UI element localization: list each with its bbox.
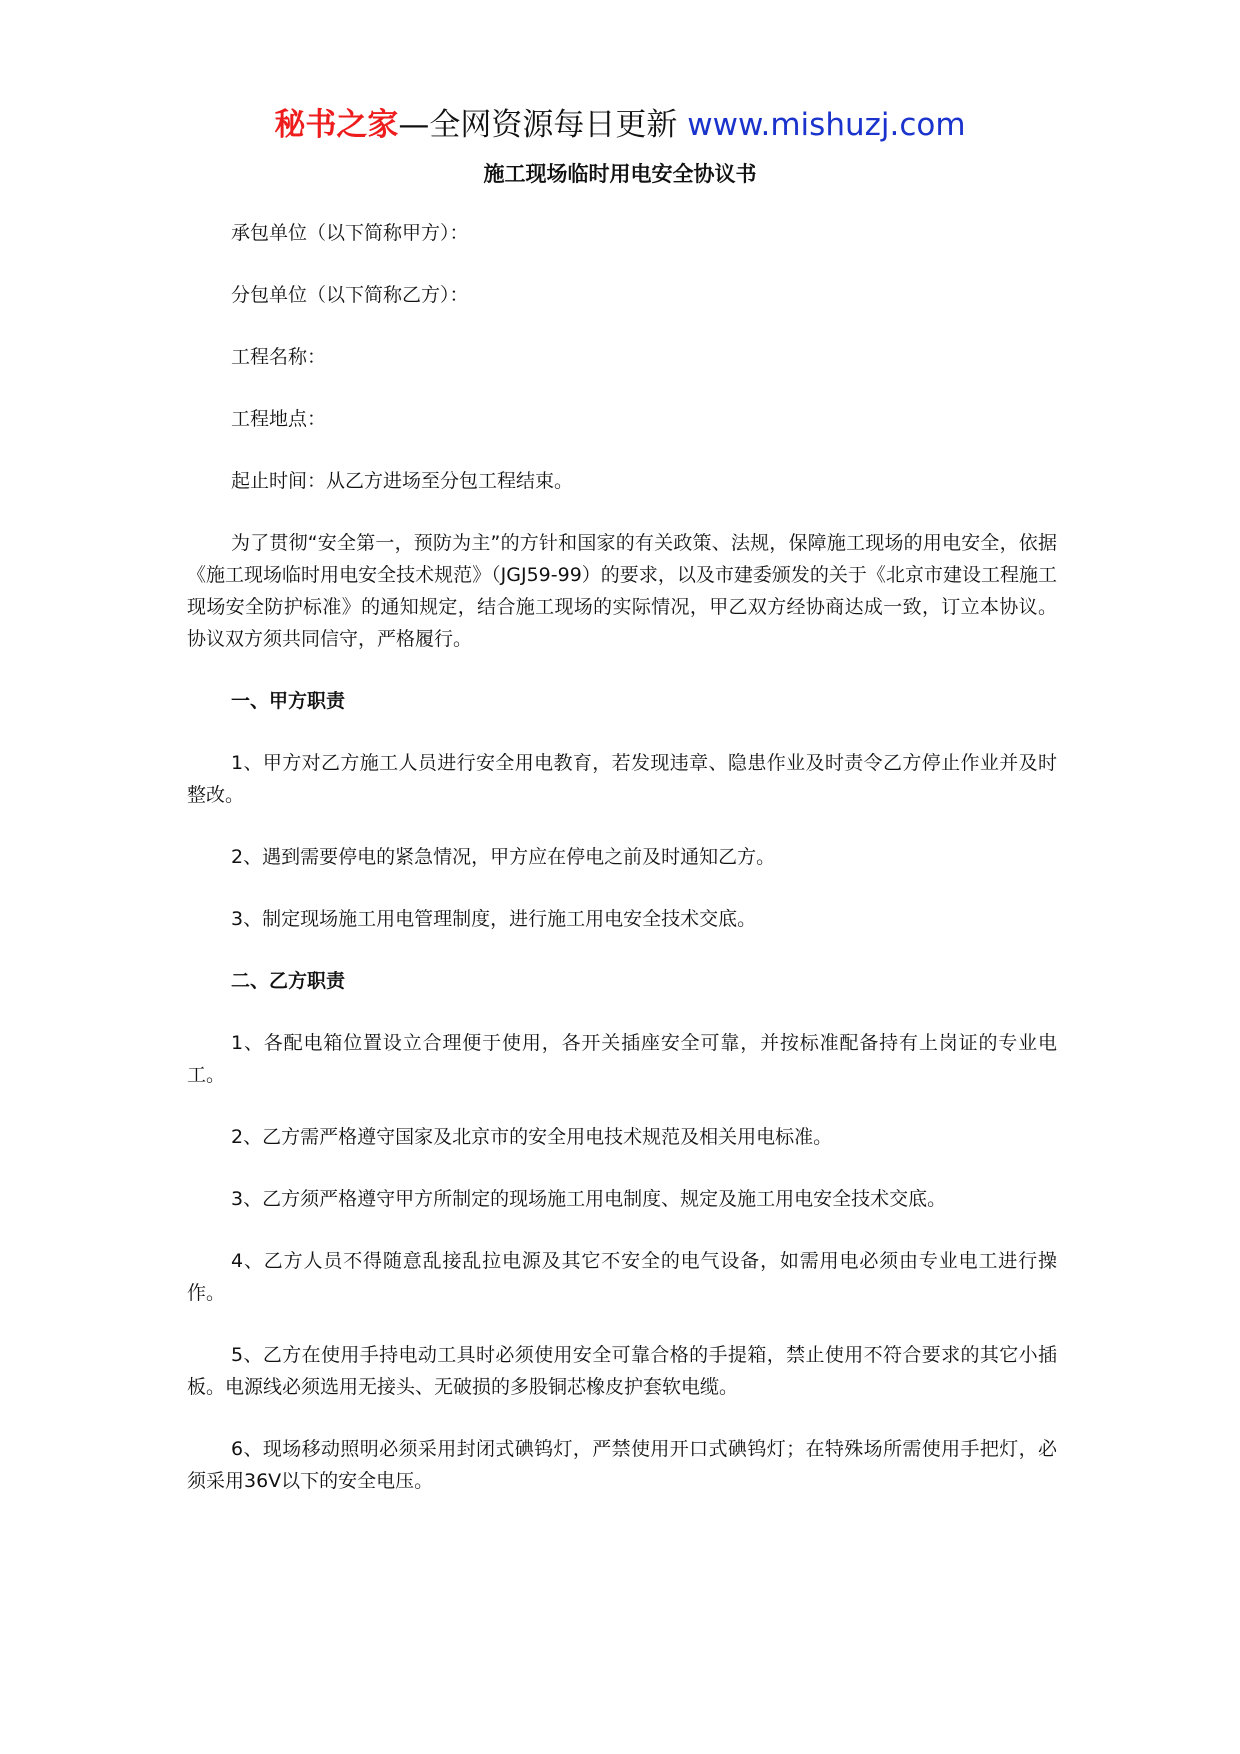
section-heading-party-a: 一、甲方职责	[231, 690, 346, 712]
party-b-item: 6、现场移动照明必须采用封闭式碘钨灯，严禁使用开口式碘钨灯；在特殊场所需使用手把灯，必须采用36V以下的安全电压。	[187, 1438, 1057, 1492]
field-duration: 起止时间：从乙方进场至分包工程结束。	[231, 470, 574, 492]
banner-url-link[interactable]: www.mishuzj.com	[687, 107, 966, 143]
section-heading-party-b: 二、乙方职责	[231, 970, 346, 992]
party-b-item: 4、乙方人员不得随意乱接乱拉电源及其它不安全的电气设备，如需用电必须由专业电工进行操作。	[187, 1250, 1057, 1304]
party-b-item: 2、乙方需严格遵守国家及北京市的安全用电技术规范及相关用电标准。	[231, 1126, 833, 1148]
party-a-item: 1、甲方对乙方施工人员进行安全用电教育，若发现违章、隐患作业及时责令乙方停止作业并及时整改。	[187, 752, 1057, 806]
document-body	[187, 217, 1057, 1527]
field-subcontractor: 分包单位（以下简称乙方）：	[231, 284, 469, 306]
intro-paragraph: 为了贯彻“安全第一，预防为主”的方针和国家的有关政策、法规，保障施工现场的用电安全，依据《施工现场临时用电安全技术规范》（JGJ59-99）的要求，以及市建委颁发的关于《北京市建设工程施工现场安全防护标准》的通知规定，结合施工现场的实际情况，甲乙双方经协商达成一致，订立本协议。协议双方须共同信守，严格履行。	[187, 532, 1057, 650]
field-project-name: 工程名称：	[231, 346, 327, 368]
party-a-item: 2、遇到需要停电的紧急情况，甲方应在停电之前及时通知乙方。	[231, 846, 776, 868]
party-b-item: 1、各配电箱位置设立合理便于使用，各开关插座安全可靠，并按标准配备持有上岗证的专业电工。	[187, 1032, 1057, 1086]
party-a-item: 3、制定现场施工用电管理制度，进行施工用电安全技术交底。	[231, 908, 757, 930]
party-b-item: 5、乙方在使用手持电动工具时必须使用安全可靠合格的手提箱，禁止使用不符合要求的其它小插板。电源线必须选用无接头、无破损的多股铜芯橡皮护套软电缆。	[187, 1344, 1057, 1398]
banner-brand: 秘书之家	[274, 107, 399, 143]
site-banner	[0, 103, 1240, 147]
field-project-location: 工程地点：	[231, 408, 327, 430]
document-title: 施工现场临时用电安全协议书	[483, 162, 757, 186]
field-contractor: 承包单位（以下简称甲方）：	[231, 222, 469, 244]
banner-slogan: —全网资源每日更新	[398, 107, 678, 143]
party-b-item: 3、乙方须严格遵守甲方所制定的现场施工用电制度、规定及施工用电安全技术交底。	[231, 1188, 947, 1210]
